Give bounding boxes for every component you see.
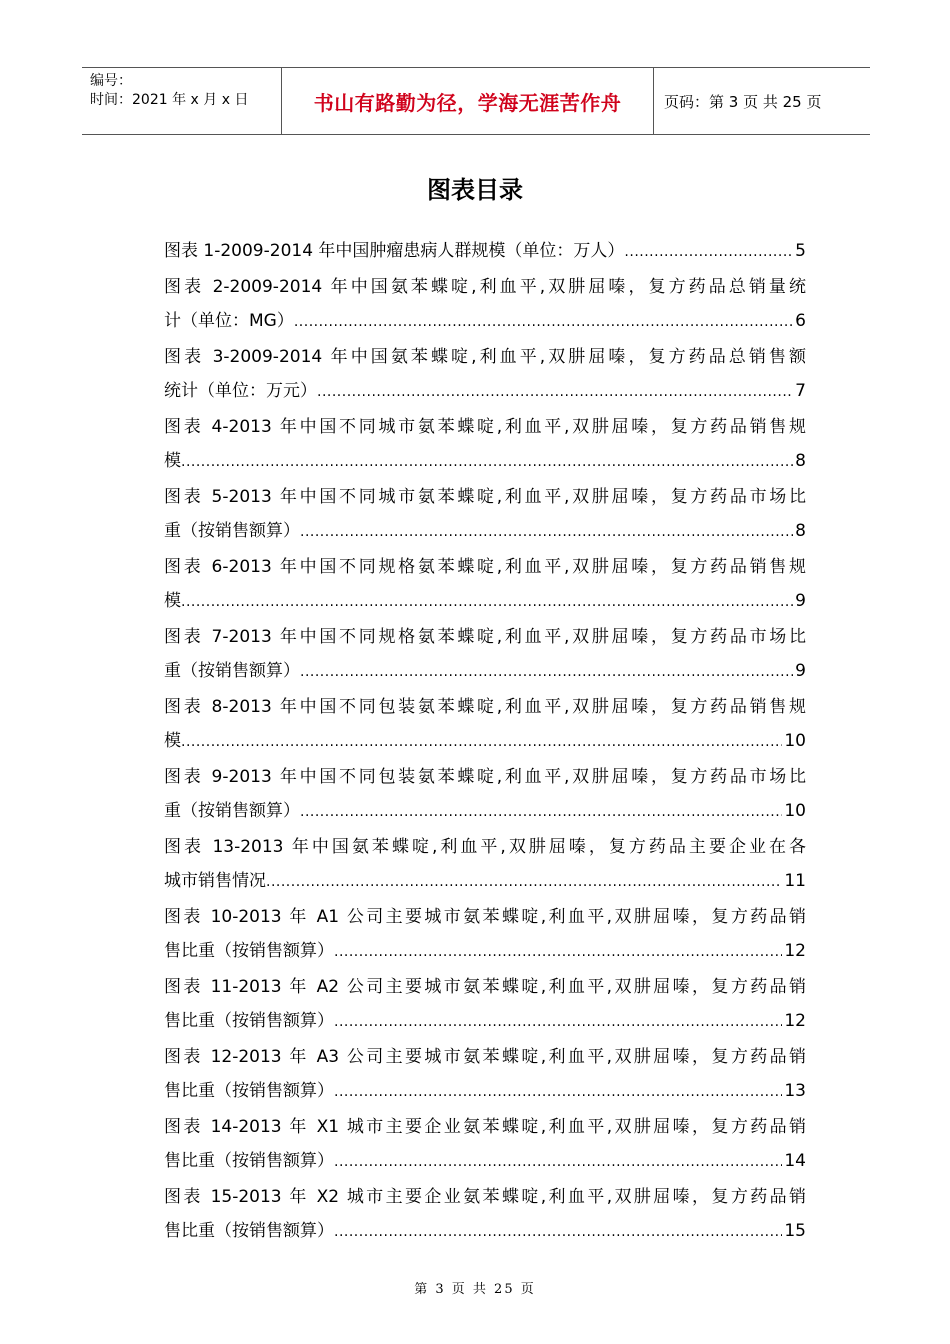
toc-entry[interactable] bbox=[164, 410, 806, 480]
dot-leader bbox=[181, 445, 793, 480]
toc-page-number: 8 bbox=[795, 521, 806, 541]
toc-entry-line bbox=[164, 374, 806, 410]
toc-page-number: 11 bbox=[784, 871, 806, 891]
toc-entry-text: 计（单位：MG） bbox=[164, 311, 294, 331]
dot-leader bbox=[294, 305, 793, 340]
date-label: 时间：2021 年 x 月 x 日 bbox=[90, 92, 249, 108]
toc-page-number: 6 bbox=[795, 311, 806, 331]
toc-entry-title: 图表 12-2013 年 A3 公司主要城市氨苯蝶啶,利血平,双肼屈嗪，复方药品销 bbox=[164, 1046, 806, 1067]
toc-entry-line bbox=[164, 304, 806, 340]
toc-entry-title: 图表 8-2013 年中国不同包装氨苯蝶啶,利血平,双肼屈嗪，复方药品销售规 bbox=[164, 696, 806, 717]
toc-entry-text: 售比重（按销售额算） bbox=[164, 1081, 334, 1101]
toc-entry-line bbox=[164, 654, 806, 690]
toc-entry-line bbox=[164, 584, 806, 620]
toc-entry-title: 图表 10-2013 年 A1 公司主要城市氨苯蝶啶,利血平,双肼屈嗪，复方药品销 bbox=[164, 906, 806, 927]
toc-page-number: 8 bbox=[795, 451, 806, 471]
dot-leader bbox=[300, 795, 782, 830]
toc-page-number: 12 bbox=[784, 941, 806, 961]
toc-entry[interactable] bbox=[164, 550, 806, 620]
dot-leader bbox=[317, 375, 793, 410]
toc-entry-title: 图表 9-2013 年中国不同包装氨苯蝶啶,利血平,双肼屈嗪，复方药品市场比 bbox=[164, 766, 806, 787]
toc-page-number: 10 bbox=[784, 731, 806, 751]
toc-entry[interactable] bbox=[164, 900, 806, 970]
toc-entry-text: 城市销售情况 bbox=[164, 871, 266, 891]
header-meta bbox=[82, 68, 282, 134]
toc-page-number: 9 bbox=[795, 591, 806, 611]
toc-entry[interactable] bbox=[164, 970, 806, 1040]
toc-page-number: 5 bbox=[795, 241, 806, 261]
dot-leader bbox=[266, 865, 782, 900]
toc-entry-line bbox=[164, 1004, 806, 1040]
toc-entry-line bbox=[164, 934, 806, 970]
toc-entry-title: 图表 3-2009-2014 年中国氨苯蝶啶,利血平,双肼屈嗪，复方药品总销售额 bbox=[164, 346, 806, 367]
toc-entry-text: 图表 1-2009-2014 年中国肿瘤患病人群规模（单位：万人） bbox=[164, 241, 625, 261]
toc-entry[interactable] bbox=[164, 340, 806, 410]
toc-entry[interactable] bbox=[164, 760, 806, 830]
toc-entry[interactable] bbox=[164, 234, 806, 270]
toc-page-number: 9 bbox=[795, 661, 806, 681]
toc-entry[interactable] bbox=[164, 690, 806, 760]
toc-entry-text: 售比重（按销售额算） bbox=[164, 1221, 334, 1241]
toc-entry[interactable] bbox=[164, 480, 806, 550]
toc-entry-title: 图表 2-2009-2014 年中国氨苯蝶啶,利血平,双肼屈嗪，复方药品总销量统 bbox=[164, 276, 806, 297]
toc-entry-text: 模 bbox=[164, 451, 181, 471]
page-header bbox=[82, 67, 870, 135]
toc-entry[interactable] bbox=[164, 1110, 806, 1180]
number-label: 编号： bbox=[90, 73, 132, 89]
toc-page-number: 15 bbox=[784, 1221, 806, 1241]
toc-page-number: 13 bbox=[784, 1081, 806, 1101]
toc-entry[interactable] bbox=[164, 620, 806, 690]
toc-entry-line bbox=[164, 444, 806, 480]
toc-entry[interactable] bbox=[164, 1040, 806, 1110]
dot-leader bbox=[334, 1145, 782, 1180]
dot-leader bbox=[181, 585, 793, 620]
toc-entry-line bbox=[164, 1074, 806, 1110]
toc-entry-line bbox=[164, 1144, 806, 1180]
dot-leader bbox=[624, 235, 793, 270]
header-page-info: 页码：第 3 页 共 25 页 bbox=[664, 92, 822, 111]
page-title: 图表目录 bbox=[427, 176, 523, 204]
toc-entry-title: 图表 5-2013 年中国不同城市氨苯蝶啶,利血平,双肼屈嗪，复方药品市场比 bbox=[164, 486, 806, 507]
toc-entry-title: 图表 15-2013 年 X2 城市主要企业氨苯蝶啶,利血平,双肼屈嗪，复方药品销 bbox=[164, 1186, 806, 1207]
toc-entry-title: 图表 6-2013 年中国不同规格氨苯蝶啶,利血平,双肼屈嗪，复方药品销售规 bbox=[164, 556, 806, 577]
header-motto: 书山有路勤为径，学海无涯苦作舟 bbox=[282, 68, 654, 134]
dot-leader bbox=[300, 655, 793, 690]
toc-entry[interactable] bbox=[164, 1180, 806, 1250]
toc-entry-line bbox=[164, 864, 806, 900]
toc-entry-title: 图表 11-2013 年 A2 公司主要城市氨苯蝶啶,利血平,双肼屈嗪，复方药品销 bbox=[164, 976, 806, 997]
toc-entry-text: 统计（单位：万元） bbox=[164, 381, 317, 401]
toc-entry-title: 图表 14-2013 年 X1 城市主要企业氨苯蝶啶,利血平,双肼屈嗪，复方药品销 bbox=[164, 1116, 806, 1137]
dot-leader bbox=[334, 1005, 782, 1040]
page-footer: 第 3 页 共 25 页 bbox=[414, 1282, 536, 1297]
toc-entry-text: 模 bbox=[164, 591, 181, 611]
toc-entry-line bbox=[164, 1214, 806, 1250]
toc-entry-title: 图表 7-2013 年中国不同规格氨苯蝶啶,利血平,双肼屈嗪，复方药品市场比 bbox=[164, 626, 806, 647]
toc-entry-line bbox=[164, 794, 806, 830]
table-of-figures bbox=[164, 234, 806, 1250]
toc-entry-line bbox=[164, 514, 806, 550]
toc-page-number: 14 bbox=[784, 1151, 806, 1171]
toc-entry-line bbox=[164, 724, 806, 760]
toc-page-number: 12 bbox=[784, 1011, 806, 1031]
dot-leader bbox=[334, 1215, 782, 1250]
toc-entry-line bbox=[164, 234, 806, 270]
toc-entry-text: 售比重（按销售额算） bbox=[164, 941, 334, 961]
dot-leader bbox=[300, 515, 793, 550]
toc-entry-text: 售比重（按销售额算） bbox=[164, 1011, 334, 1031]
toc-entry-title: 图表 4-2013 年中国不同城市氨苯蝶啶,利血平,双肼屈嗪，复方药品销售规 bbox=[164, 416, 806, 437]
toc-entry-text: 重（按销售额算） bbox=[164, 801, 300, 821]
toc-entry-title: 图表 13-2013 年中国氨苯蝶啶,利血平,双肼屈嗪，复方药品主要企业在各 bbox=[164, 836, 806, 857]
dot-leader bbox=[181, 725, 782, 760]
dot-leader bbox=[334, 1075, 782, 1110]
toc-page-number: 7 bbox=[795, 381, 806, 401]
toc-entry[interactable] bbox=[164, 830, 806, 900]
toc-entry-text: 售比重（按销售额算） bbox=[164, 1151, 334, 1171]
toc-entry-text: 重（按销售额算） bbox=[164, 521, 300, 541]
dot-leader bbox=[334, 935, 782, 970]
toc-page-number: 10 bbox=[784, 801, 806, 821]
toc-entry-text: 模 bbox=[164, 731, 181, 751]
toc-entry-text: 重（按销售额算） bbox=[164, 661, 300, 681]
toc-entry[interactable] bbox=[164, 270, 806, 340]
